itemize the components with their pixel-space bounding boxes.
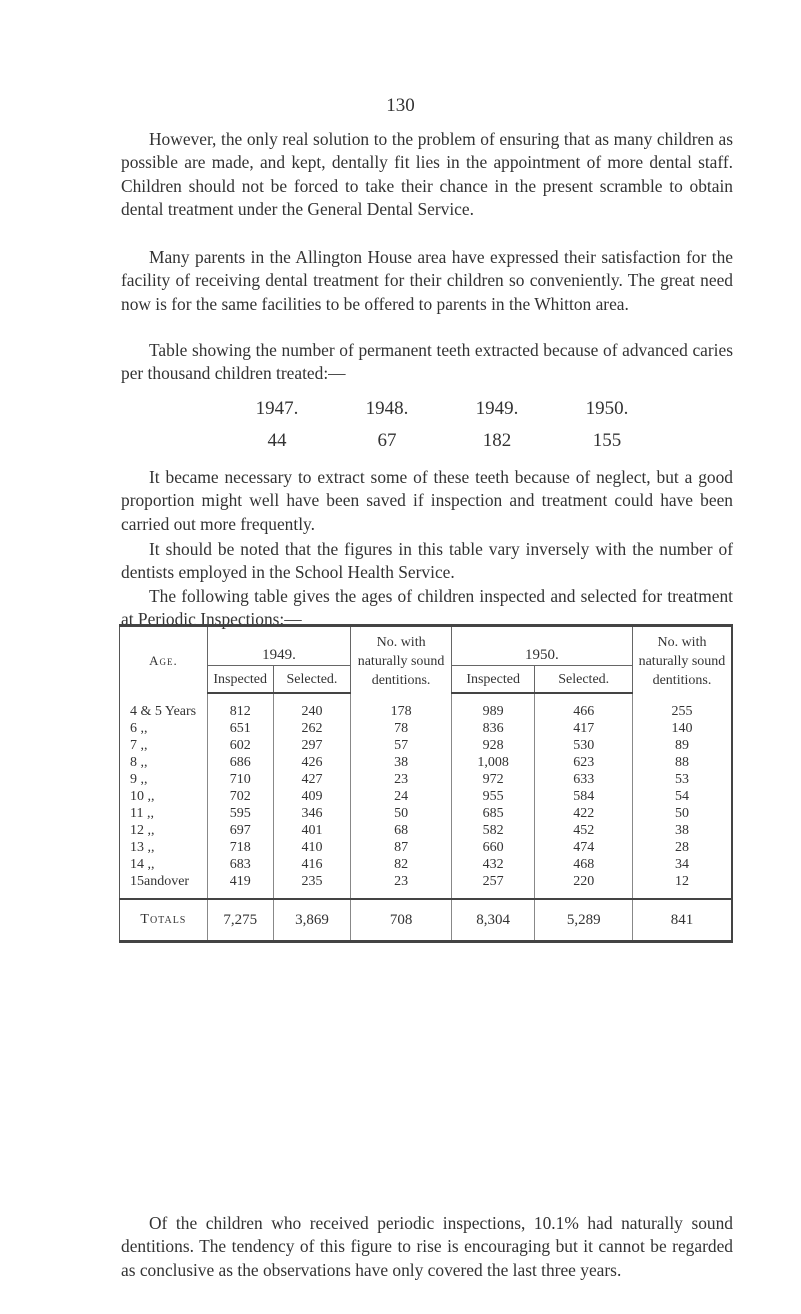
selected-1949-cell: 235 [273,873,351,899]
inspected-1949-cell: 710 [207,771,273,788]
extraction-value: 182 [482,430,512,451]
extraction-value: 67 [377,430,397,451]
age-cell: 11 ,, [120,805,208,822]
inspected-1949-cell: 702 [207,788,273,805]
age-cell: 15andover [120,873,208,899]
inspected-1949-cell: 651 [207,720,273,737]
age-cell: 7 ,, [120,737,208,754]
age-cell: 10 ,, [120,788,208,805]
inspected-1949-cell: 812 [207,693,273,720]
age-cell: 13 ,, [120,839,208,856]
table-row [120,856,733,873]
inspected-1949-cell: 683 [207,856,273,873]
naturally-sound-1950-cell: 89 [632,737,732,754]
selected-1950-cell: 474 [535,839,632,856]
header-year-1950: 1950. [451,626,632,666]
selected-1949-cell: 416 [273,856,351,873]
header-inspected-1950: Inspected [451,666,535,694]
inspected-1949-cell: 686 [207,754,273,771]
naturally-sound-1950-cell: 53 [632,771,732,788]
naturally-sound-1950-cell: 54 [632,788,732,805]
inspected-1949-cell: 602 [207,737,273,754]
selected-1950-cell: 530 [535,737,632,754]
naturally-sound-1950-cell: 50 [632,805,732,822]
naturally-sound-1949-cell: 24 [351,788,452,805]
inspected-1950-cell: 1,008 [451,754,535,771]
selected-1950-cell: 623 [535,754,632,771]
extraction-year: 1950. [585,398,629,419]
naturally-sound-1949-cell: 23 [351,771,452,788]
inspected-1950-cell: 685 [451,805,535,822]
paragraph-text: Of the children who received periodic inspections, 10.1% had naturally sound dentitions. The tendency of this figure to rise is encouraging but it cannot be regarded as conclusive as the observations have only covered the last three years. [121,1213,733,1280]
header-inspected-1949: Inspected [207,666,273,694]
naturally-sound-1949-cell: 87 [351,839,452,856]
naturally-sound-1950-cell: 34 [632,856,732,873]
age-cell: 4 & 5 Years [120,693,208,720]
selected-1950-cell: 417 [535,720,632,737]
table-row [120,822,733,839]
paragraph-table-intro [121,339,733,386]
header-year-1949: 1949. [207,626,351,666]
naturally-sound-1950-cell: 140 [632,720,732,737]
inspected-1950-cell: 989 [451,693,535,720]
inspected-1950-cell: 660 [451,839,535,856]
naturally-sound-1950-cell: 12 [632,873,732,899]
extraction-year: 1948. [365,398,409,419]
selected-1950-cell: 452 [535,822,632,839]
periodic-inspection-table [119,624,733,943]
age-cell: 9 ,, [120,771,208,788]
inspected-1950-cell: 836 [451,720,535,737]
paragraph-text: Table showing the number of permanent teeth extracted because of advanced caries per thousand children treated:— [121,340,733,384]
inspected-1950-cell: 955 [451,788,535,805]
table-row [120,805,733,822]
header-naturally-sound-1949: No. with naturally sound dentitions. [351,626,452,694]
totals-label: Totals [120,899,208,942]
naturally-sound-1949-cell: 78 [351,720,452,737]
naturally-sound-1949-cell: 38 [351,754,452,771]
table-row [120,737,733,754]
selected-1950-cell: 584 [535,788,632,805]
naturally-sound-1949-cell: 57 [351,737,452,754]
selected-1949-cell: 410 [273,839,351,856]
extraction-years-row [222,398,662,420]
total-inspected-1950: 8,304 [451,899,535,942]
inspected-1950-cell: 257 [451,873,535,899]
table-row [120,693,733,720]
selected-1950-cell: 220 [535,873,632,899]
table-row [120,754,733,771]
paragraph-text: The following table gives the ages of children inspected and selected for treatment at Periodic Inspections:— [121,586,733,630]
total-selected-1949: 3,869 [273,899,351,942]
extraction-value: 44 [267,430,287,451]
paragraph-text: It should be noted that the figures in this table vary inversely with the number of dentists employed in the School Health Service. [121,539,733,583]
extraction-year: 1947. [255,398,299,419]
selected-1950-cell: 633 [535,771,632,788]
selected-1949-cell: 240 [273,693,351,720]
total-naturally-sound-1949: 708 [351,899,452,942]
naturally-sound-1949-cell: 82 [351,856,452,873]
header-selected-1950: Selected. [535,666,632,694]
totals-row [120,899,733,942]
naturally-sound-1949-cell: 23 [351,873,452,899]
paragraph-dentists-employed [121,538,733,585]
header-age: Age. [120,626,208,694]
header-naturally-sound-1950: No. with naturally sound dentitions. [632,626,732,694]
paragraph-text: Many parents in the Allington House area have expressed their satisfaction for the facility of receiving dental treatment for their children so conveniently. The great need now is for the same facilities to be offered to parents in the Whitton area. [121,247,733,314]
naturally-sound-1949-cell: 50 [351,805,452,822]
naturally-sound-1950-cell: 88 [632,754,732,771]
selected-1949-cell: 409 [273,788,351,805]
inspection-table-body [120,693,733,899]
inspected-1950-cell: 432 [451,856,535,873]
table-row [120,720,733,737]
table-row [120,771,733,788]
naturally-sound-1950-cell: 38 [632,822,732,839]
naturally-sound-1950-cell: 255 [632,693,732,720]
selected-1950-cell: 466 [535,693,632,720]
naturally-sound-1950-cell: 28 [632,839,732,856]
age-cell: 6 ,, [120,720,208,737]
age-cell: 8 ,, [120,754,208,771]
inspected-1950-cell: 582 [451,822,535,839]
age-cell: 14 ,, [120,856,208,873]
age-cell: 12 ,, [120,822,208,839]
selected-1949-cell: 401 [273,822,351,839]
selected-1949-cell: 426 [273,754,351,771]
inspected-1950-cell: 928 [451,737,535,754]
extraction-values-row [222,430,662,452]
selected-1949-cell: 427 [273,771,351,788]
total-selected-1950: 5,289 [535,899,632,942]
inspected-1949-cell: 697 [207,822,273,839]
table-row [120,839,733,856]
selected-1949-cell: 297 [273,737,351,754]
page-number: 130 [386,95,415,116]
paragraph-text: It became necessary to extract some of these teeth because of neglect, but a good proportion might well have been saved if inspection and treatment could have been carried out more frequently. [121,467,733,534]
selected-1949-cell: 346 [273,805,351,822]
naturally-sound-1949-cell: 178 [351,693,452,720]
header-selected-1949: Selected. [273,666,351,694]
paragraph-text: However, the only real solution to the problem of ensuring that as many children as possible are made, and kept, dentally fit lies in the appointment of more dental staff. Children should not be forced to take their chance in the present scramble to obtain dental treatment under the General Dental Service. [121,129,733,220]
table-row [120,873,733,899]
total-inspected-1949: 7,275 [207,899,273,942]
paragraph-neglect [121,466,733,536]
inspected-1950-cell: 972 [451,771,535,788]
inspected-1949-cell: 595 [207,805,273,822]
selected-1950-cell: 468 [535,856,632,873]
selected-1949-cell: 262 [273,720,351,737]
selected-1950-cell: 422 [535,805,632,822]
inspected-1949-cell: 718 [207,839,273,856]
paragraph-dental-staff [121,128,733,222]
naturally-sound-1949-cell: 68 [351,822,452,839]
extraction-year: 1949. [475,398,519,419]
total-naturally-sound-1950: 841 [632,899,732,942]
paragraph-conclusion [121,1212,733,1282]
paragraph-allington-house [121,246,733,316]
inspected-1949-cell: 419 [207,873,273,899]
table-row [120,788,733,805]
extraction-value: 155 [592,430,622,451]
